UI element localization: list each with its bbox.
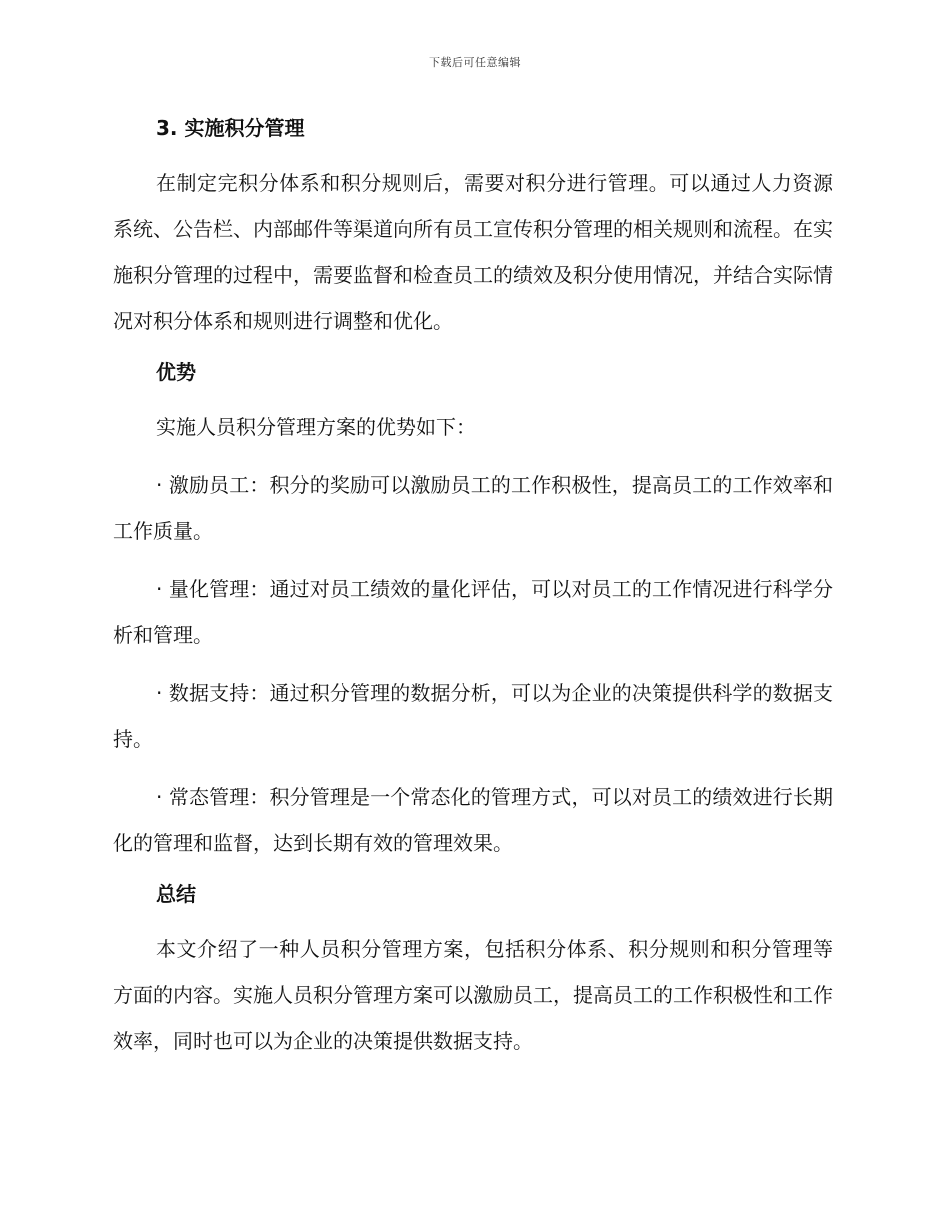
advantage-item: · 常态管理：积分管理是一个常态化的管理方式，可以对员工的绩效进行长期化的管理和监督，达到长期有效的管理效果。	[113, 785, 833, 855]
advantages-intro: 实施人员积分管理方案的优势如下：	[156, 415, 476, 439]
section-heading-implement: 3. 实施积分管理	[156, 116, 305, 140]
section-heading-advantages: 优势	[156, 360, 196, 384]
advantage-item: · 数据支持：通过积分管理的数据分析，可以为企业的决策提供科学的数据支持。	[113, 681, 833, 751]
advantage-item: · 激励员工：积分的奖励可以激励员工的工作积极性，提高员工的工作效率和工作质量。	[113, 473, 833, 543]
section-paragraph-implement: 在制定完积分体系和积分规则后，需要对积分进行管理。可以通过人力资源系统、公告栏、内部邮件等渠道向所有员工宣传积分管理的相关规则和流程。在实施积分管理的过程中，需要监督和检查员工的绩效及积分使用情况，并结合实际情况对积分体系和规则进行调整和优化。	[113, 171, 833, 333]
section-heading-summary: 总结	[156, 882, 196, 906]
advantage-item: · 量化管理：通过对员工绩效的量化评估，可以对员工的工作情况进行科学分析和管理。	[113, 577, 833, 647]
header-note: 下载后可任意编辑	[429, 56, 521, 69]
summary-paragraph: 本文介绍了一种人员积分管理方案，包括积分体系、积分规则和积分管理等方面的内容。实施人员积分管理方案可以激励员工，提高员工的工作积极性和工作效率，同时也可以为企业的决策提供数据支持。	[113, 937, 833, 1053]
document-body	[113, 112, 833, 1076]
